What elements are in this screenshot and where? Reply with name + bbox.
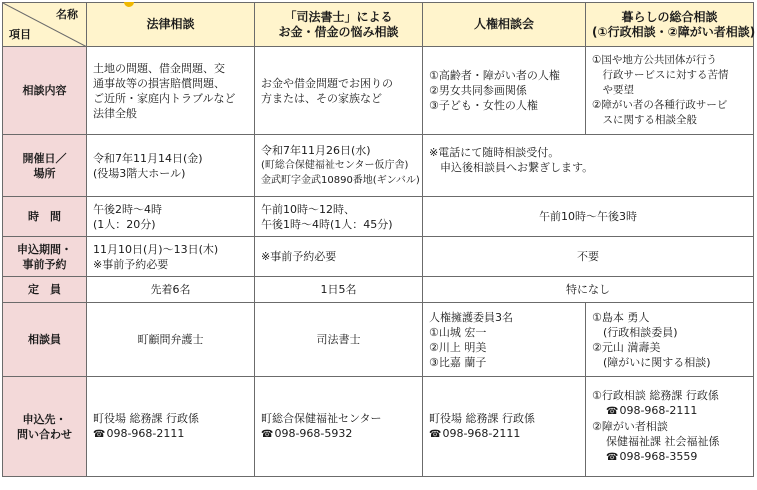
cell-general-counselor: ①島本 勇人 (行政相談委員) ②元山 満壽美 (障がいに関する相談) [586,303,754,377]
consultation-table [2,2,754,477]
table-row-apply-period [3,237,754,277]
phone-number[interactable]: ☎ 098-968-2111 [93,426,248,442]
cell-general-content: ①国や地方公共団体が行う 行政サービスに対する苦情 や要望 ②障がい者の各種行政サービ スに関する相談全般 [586,47,754,135]
cell-law-time: 午後2時～4時 (1人：20分) [87,197,255,237]
column-header-judicial: 「司法書士」による お金・借金の悩み相談 [255,3,423,47]
row-label-counselor: 相談員 [3,303,87,377]
cell-human-rights-content: ①高齢者・障がい者の人権 ②男女共同参画関係 ③子ども・女性の人権 [423,47,586,135]
consultation-schedule [2,2,756,488]
cell-judicial-apply-period: ※事前予約必要 [255,237,423,277]
phone-number[interactable]: ☎ 098-968-2111 [429,426,579,442]
row-label-apply-period: 申込期間・ 事前予約 [3,237,87,277]
table-row-content [3,47,754,135]
table-row-date [3,135,754,197]
row-label-content: 相談内容 [3,47,87,135]
column-header-human-rights: 人権相談会 [423,3,586,47]
row-label-contact: 申込先・ 問い合わせ [3,377,87,477]
cell-merged-capacity: 特になし [423,277,754,303]
cell-law-content: 土地の問題、借金問題、交 通事故等の損害賠償問題、 ご近所・家庭内トラブルなど 法律全般 [87,47,255,135]
row-label-capacity: 定 員 [3,277,87,303]
row-label-time: 時 間 [3,197,87,237]
cell-law-date: 令和7年11月14日(金) (役場3階大ホール) [87,135,255,197]
table-row-capacity [3,277,754,303]
corner-top-label: 名称 [56,8,78,21]
header-row [3,3,754,47]
cell-law-contact: 町役場 総務課 行政係 ☎ 098-968-2111 [87,377,255,477]
corner-header-cell [3,3,87,47]
table-row-time [3,197,754,237]
cell-judicial-content: お金や借金問題でお困りの 方または、その家族など [255,47,423,135]
phone-number[interactable]: ☎ 098-968-2111 [592,403,747,419]
phone-number[interactable]: ☎ 098-968-5932 [261,426,416,442]
cell-judicial-date: 令和7年11月26日(水) (町総合保健福祉センター仮庁舎) 金武町字金武10890番地(ギンバル) [255,135,423,197]
cell-merged-apply-period: 不要 [423,237,754,277]
column-header-general: 暮らしの総合相談 (①行政相談・②障がい者相談) [586,3,754,47]
cell-judicial-time: 午前10時～12時、 午後1時～4時(1人：45分) [255,197,423,237]
cell-human-rights-counselor: 人権擁護委員3名 ①山城 宏一 ②川上 明美 ③比嘉 蘭子 [423,303,586,377]
cell-law-capacity: 先着6名 [87,277,255,303]
cell-human-rights-contact: 町役場 総務課 行政係 ☎ 098-968-2111 [423,377,586,477]
table-row-counselor [3,303,754,377]
cell-judicial-contact: 町総合保健福祉センター ☎ 098-968-5932 [255,377,423,477]
cell-judicial-counselor: 司法書士 [255,303,423,377]
cell-law-apply-period: 11月10日(月)～13日(木) ※事前予約必要 [87,237,255,277]
cell-merged-time: 午前10時～午後3時 [423,197,754,237]
column-header-law: 法律相談 [87,3,255,47]
cell-law-counselor: 町顧問弁護士 [87,303,255,377]
cell-judicial-capacity: 1日5名 [255,277,423,303]
phone-number[interactable]: ☎ 098-968-3559 [592,449,747,465]
row-label-date: 開催日／ 場所 [3,135,87,197]
table-row-contact [3,377,754,477]
cell-general-contact: ①行政相談 総務課 行政係 ☎ 098-968-2111 ②障がい者相談 保健福祉課 社会福祉係 ☎ 098-968-3559 [586,377,754,477]
cell-merged-date: ※電話にて随時相談受付。 申込後相談員へお繋ぎします。 [423,135,754,197]
corner-bottom-label: 項目 [9,28,31,41]
